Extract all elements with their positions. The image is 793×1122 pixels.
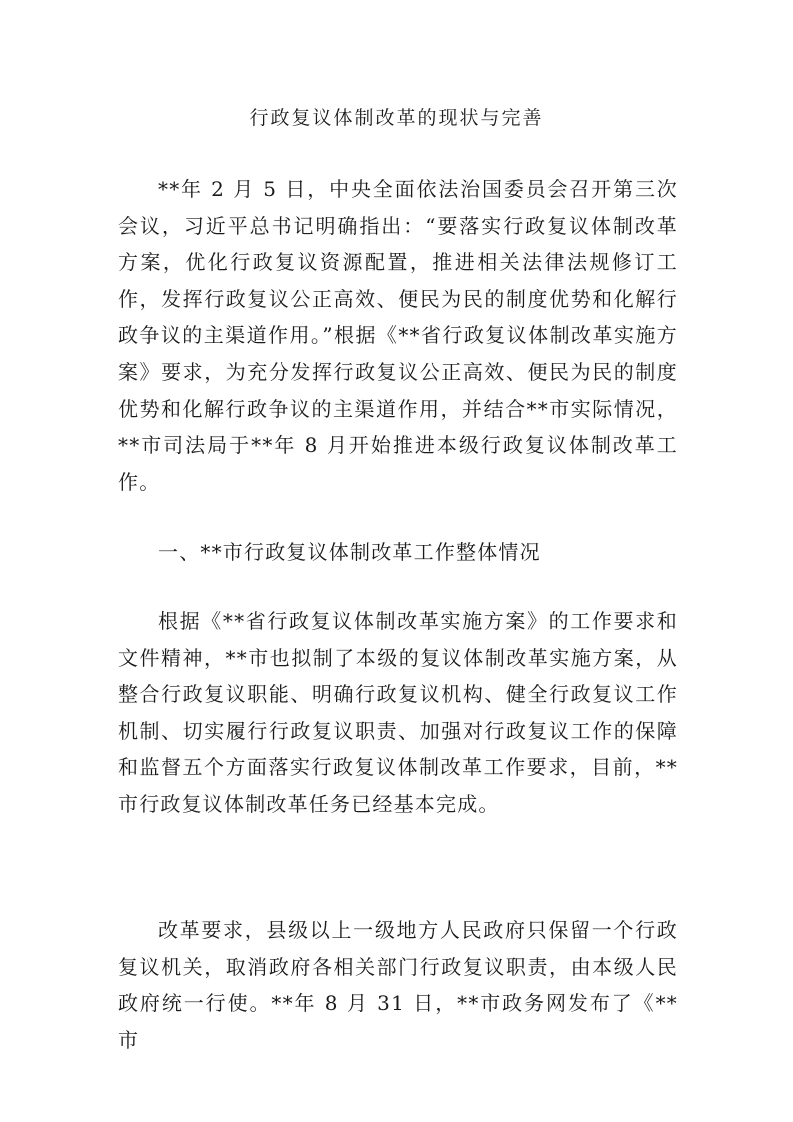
document-title: 行政复议体制改革的现状与完善 (249, 107, 544, 129)
body-paragraph: 根据《**省行政复议体制改革实施方案》的工作要求和文件精神，**市也拟制了本级的复议体制改革实施方案，从整合行政复议职能、明确行政复议机构、健全行政复议工作机制、切实履行行政复议职责、加强对行政复议工作的保障和监督五个方面落实行政复议体制改革工作要求，目前，**市行政复议体制改革任务已经基本完成。 (118, 609, 678, 816)
body-paragraph: 改革要求，县级以上一级地方人民政府只保留一个行政复议机关，取消政府各相关部门行政复议职责，由本级人民政府统一行使。**年 8 月 31 日，**市政务网发布了《**市 (118, 918, 678, 1052)
intro-paragraph: **年 2 月 5 日，中央全面依法治国委员会召开第三次会议，习近平总书记明确指出：“要落实行政复议体制改革方案，优化行政复议资源配置，推进相关法律法规修订工作，发挥行政复议公正高效、便民为民的制度优势和化解行政争议的主渠道作用。”根据《**省行政复议体制改革实施方案》要求，为充分发挥行政复议公正高效、便民为民的制度优势和化解行政争议的主渠道作用，并结合**市实际情况，**市司法局于**年 8 月开始推进本级行政复议体制改革工作。 (118, 177, 678, 494)
section-heading: 一、**市行政复议体制改革工作整体情况 (158, 540, 541, 564)
